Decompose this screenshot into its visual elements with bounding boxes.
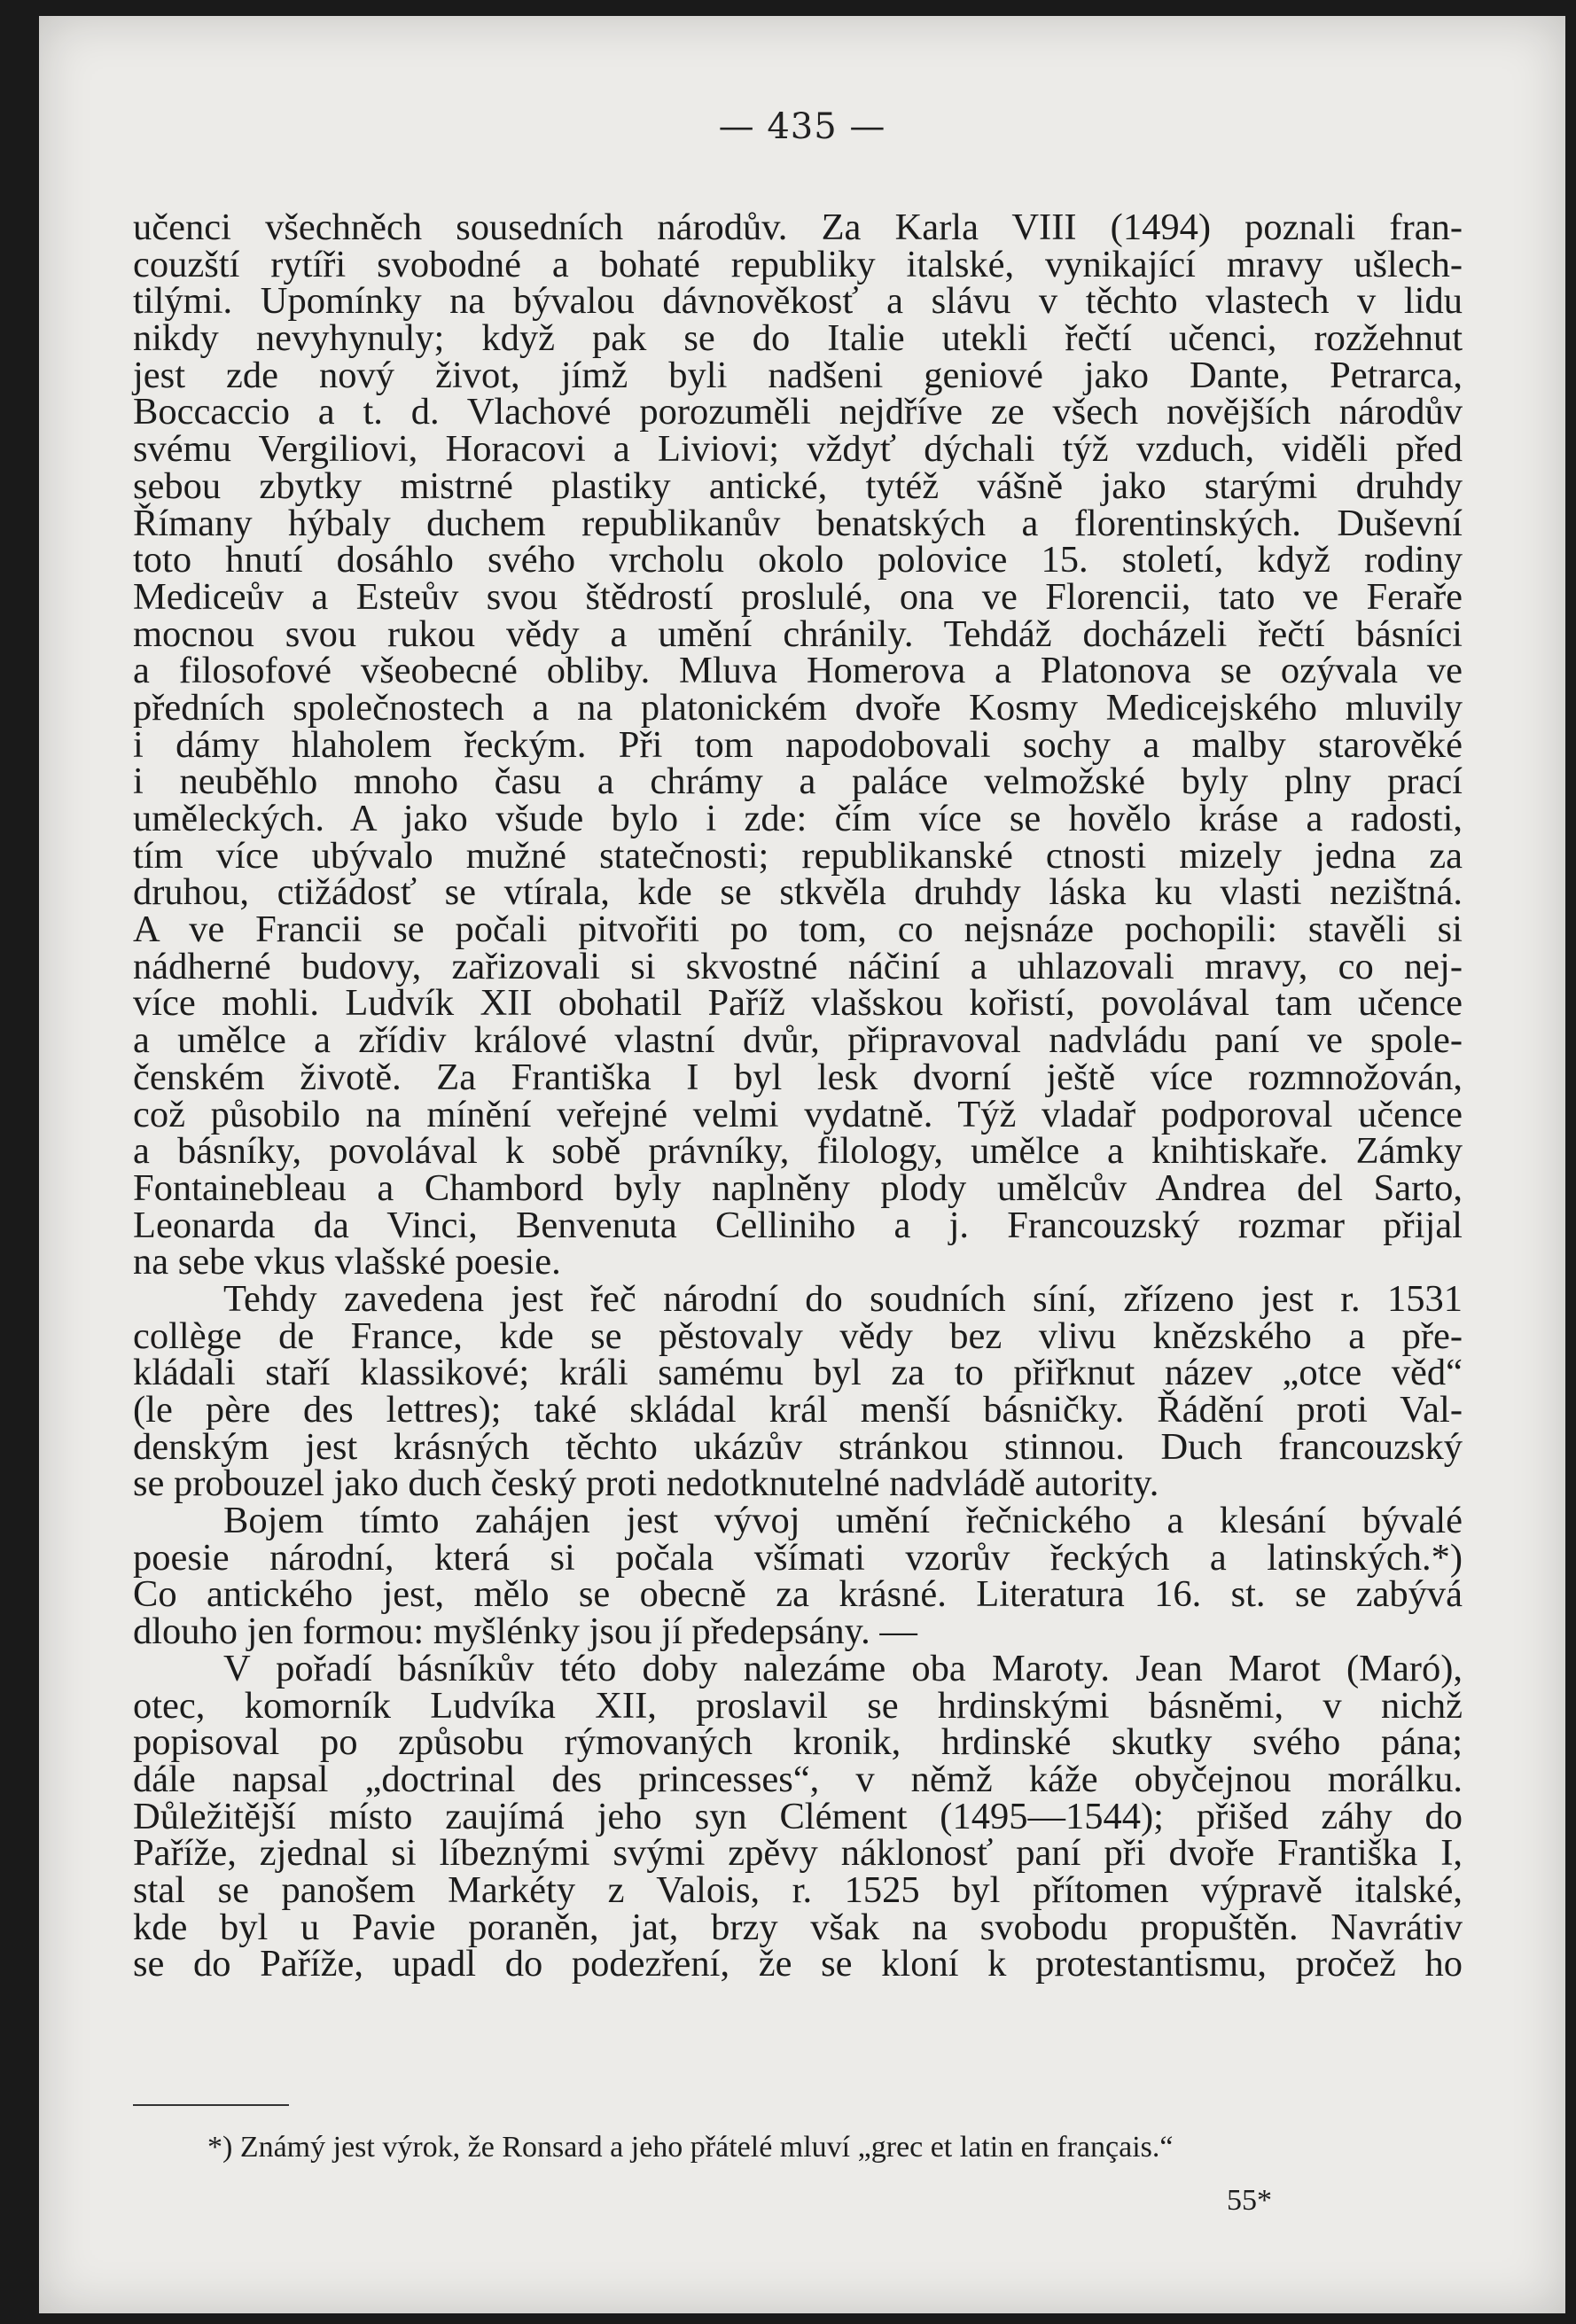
text-line: poesie národní, která si počala všímati vzorův řeckých a latinských.*) [133,1536,1463,1579]
text-line: couzští rytíři svobodné a bohaté republiky italské, vynikající mravy ušlech- [133,243,1463,285]
text-line: čenském životě. Za Františka I byl lesk dvorní ještě více rozmnožován, [133,1056,1463,1098]
text-line: denským jest krásných těchto ukázův stránkou stinnou. Duch francouzský [133,1425,1463,1468]
text-line: a umělce a zřídiv králové vlastní dvůr, připravoval nadvládu paní ve spole- [133,1019,1463,1062]
printer-signature-mark: 55* [1227,2184,1272,2217]
text-line: svému Vergiliovi, Horacovi a Liviovi; vždyť dýchali týž vzduch, viděli před [133,428,1463,471]
body-text [133,209,1463,1983]
text-line: jest zde nový život, jímž byli nadšeni geniové jako Dante, Petrarca, [133,354,1463,396]
text-line: a básníky, povolával k sobě právníky, filology, umělce a knihtiskaře. Zámky [133,1130,1463,1173]
text-line: kládali staří klassikové; králi samému byl za to přiřknut název „otce věd“ [133,1352,1463,1394]
text-line: což působilo na mínění veřejné velmi vydatně. Týž vladař podporoval učence [133,1093,1463,1135]
text-line: (le père des lettres); také skládal král menší básničky. Řádění proti Val- [133,1389,1463,1431]
paragraph-start-line: Bojem tímto zahájen jest vývoj umění řečnického a klesání bývalé [223,1500,1463,1542]
footnote-divider [133,2104,289,2106]
paragraph-start-line: V pořadí básníkův této doby nalezáme oba Maroty. Jean Marot (Maró), [223,1647,1463,1689]
text-line: nádherné budovy, zařizovali si skvostné náčiní a uhlazovali mravy, co nej- [133,945,1463,987]
text-line: i dámy hlaholem řeckým. Při tom napodobovali sochy a malby starověké [133,723,1463,766]
text-line: Paříže, zjednal si líbeznými svými zpěvy náklonosť paní při dvoře Františka I, [133,1832,1463,1875]
text-line: stal se panošem Markéty z Valois, r. 1525 byl přítomen výpravě italské, [133,1868,1463,1911]
text-line: předních společnostech a na platonickém dvoře Kosmy Medicejského mluvily [133,686,1463,729]
text-line: Římany hýbaly duchem republikanův benatských a florentinských. Duševní [133,502,1463,544]
text-line: více mohli. Ludvík XII obohatil Paříž vlašskou kořistí, povolával tam učence [133,982,1463,1025]
paragraph-start-line: Tehdy zavedena jest řeč národní do soudních síní, zřízeno jest r. 1531 [223,1277,1463,1320]
text-line: toto hnutí dosáhlo svého vrcholu okolo polovice 15. století, když rodiny [133,539,1463,581]
text-line: A ve Francii se počali pitvořiti po tom, co nejsnáze pochopili: stavěli si [133,909,1463,951]
text-line: sebou zbytky mistrné plastiky antické, tytéž vášně jako starými druhdy [133,464,1463,507]
text-line: se probouzel jako duch český proti nedotknutelné nadvládě autority. [133,1462,1159,1505]
text-line: Co antického jest, mělo se obecně za krásné. Literatura 16. st. se zabývá [133,1573,1463,1616]
text-line: druhou, ctižádosť se vtírala, kde se stkvěla druhdy láska ku vlasti nezištná. [133,871,1463,914]
text-line: popisoval po způsobu rýmovaných kronik, hrdinské skutky svého pána; [133,1721,1463,1764]
text-line: tilými. Upomínky na bývalou dávnověkosť a slávu v těchto vlastech v lidu [133,280,1463,323]
text-line: uměleckých. A jako všude bylo i zde: čím více se hovělo kráse a radosti, [133,798,1463,839]
text-line: Boccaccio a t. d. Vlachové porozuměli nejdříve ze všech novějších národův [133,391,1463,433]
text-line: Mediceův a Esteův svou štědrostí proslulé, ona ve Florencii, tato ve Feraře [133,575,1463,618]
text-line: učenci všechněch sousedních národův. Za Karla VIII (1494) poznali fran- [133,207,1463,248]
text-line: Leonarda da Vinci, Benvenuta Celliniho a j. Francouzský rozmar přijal [133,1204,1463,1246]
text-line: nikdy nevyhynuly; když pak se do Italie utekli řečtí učenci, rozžehnut [133,317,1463,360]
text-line: collège de France, kde se pěstovaly vědy bez vlivu knězského a pře- [133,1314,1463,1357]
text-line: dlouho jen formou: myšlénky jsou jí předepsány. — [133,1610,917,1653]
text-line: i neuběhlo mnoho času a chrámy a paláce velmožské byly plny prací [133,760,1463,803]
book-page [39,16,1565,2313]
text-line: Fontainebleau a Chambord byly naplněny plody umělcův Andrea del Sarto, [133,1166,1463,1209]
text-line: mocnou svou rukou vědy a umění chránily. Tehdáž docházeli řečtí básníci [133,612,1463,655]
text-line: se do Paříže, upadl do podezření, že se kloní k protestantismu, pročež ho [133,1943,1463,1985]
text-line: kde byl u Pavie poraněn, jat, brzy však na svobodu propuštěn. Navrátiv [133,1906,1463,1948]
page-number: — 435 — [718,106,886,147]
footnote: *) Známý jest výrok, že Ronsard a jeho přátelé mluví „grec et latin en français.“ [207,2131,1174,2164]
text-line: dále napsal „doctrinal des princesses“, v němž káže obyčejnou morálku. [133,1758,1463,1800]
text-line: a filosofové všeobecné obliby. Mluva Homerova a Platonova se ozývala ve [133,650,1463,692]
text-line: na sebe vkus vlašské poesie. [133,1241,561,1283]
text-line: Důležitější místo zaujímá jeho syn Clément (1495—1544); přišed záhy do [133,1795,1463,1837]
text-line: otec, komorník Ludvíka XII, proslavil se hrdinskými básněmi, v nichž [133,1684,1463,1727]
text-line: tím více ubývalo mužné statečnosti; republikanské ctnosti mizely jedna za [133,834,1463,877]
